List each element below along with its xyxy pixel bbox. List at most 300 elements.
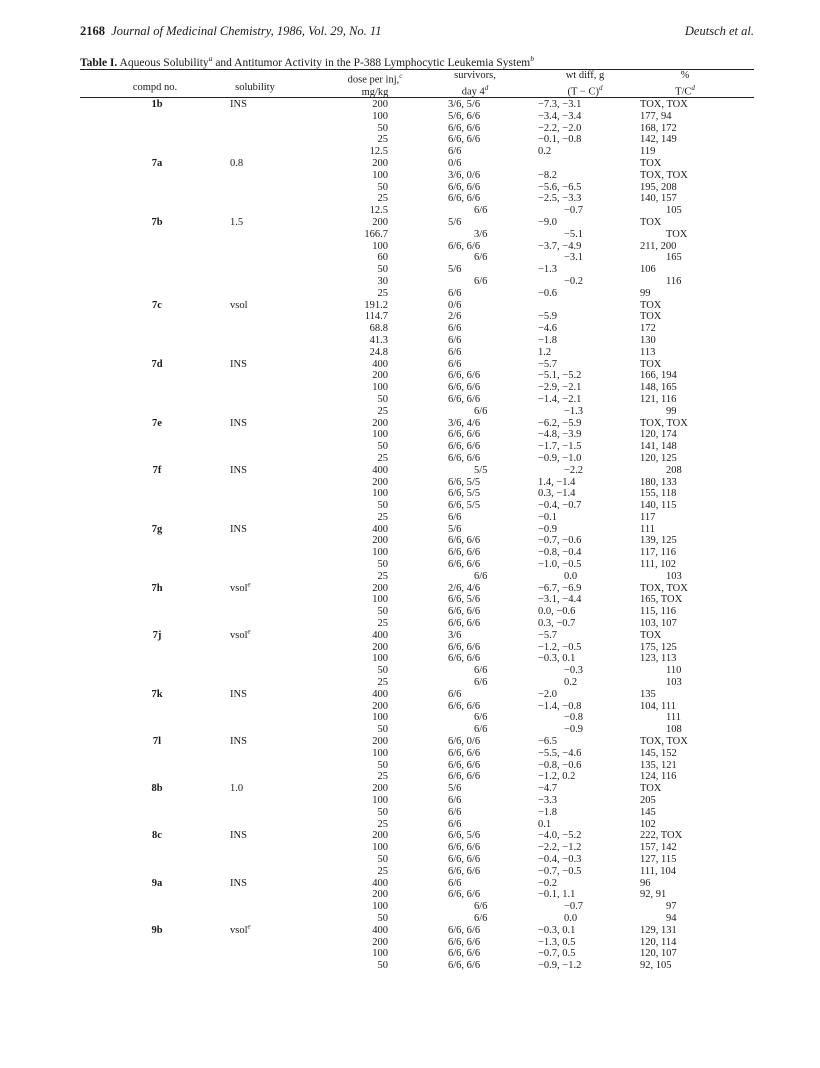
wt-diff-cell: −4.0, −5.2	[538, 830, 582, 842]
tc-cell: 111	[640, 523, 655, 535]
compound-cell: 9a	[151, 877, 163, 889]
header-tc-line1: %	[680, 70, 690, 81]
solubility-footnote: e	[247, 922, 251, 931]
tc-cell: 168, 172	[640, 122, 677, 134]
dose-cell: 200	[372, 736, 388, 748]
wt-diff-cell: −0.1, −0.8	[538, 134, 582, 146]
survivors-cell: 5/6, 6/6	[448, 110, 481, 122]
survivors-cell: 6/6, 6/6	[448, 865, 481, 877]
survivors-cell: 6/6	[474, 252, 488, 264]
survivors-cell: 6/6	[474, 677, 488, 689]
tc-cell: 205	[640, 795, 656, 807]
compound-cell: 7e	[152, 417, 162, 429]
survivors-cell: 6/6	[474, 570, 488, 582]
caption-footnote-b: b	[530, 54, 534, 63]
table-row	[80, 627, 754, 642]
dose-cell: 100	[372, 382, 388, 394]
dose-cell: 400	[372, 358, 388, 370]
wt-diff-cell: −0.9	[538, 523, 558, 535]
solubility-value: INS	[230, 99, 247, 110]
dose-cell: 200	[372, 417, 388, 429]
tc-cell: TOX, TOX	[640, 582, 688, 594]
wt-diff-cell: 1.4, −1.4	[538, 476, 576, 488]
wt-diff-cell: −2.9, −2.1	[538, 382, 582, 394]
solubility-value: INS	[230, 523, 247, 535]
wt-diff-cell: −0.4, −0.3	[538, 854, 582, 865]
tc-cell: TOX, TOX	[640, 99, 688, 110]
wt-diff-cell: −3.1, −4.4	[538, 594, 582, 606]
dose-cell: 50	[377, 122, 388, 134]
survivors-cell: 0/6	[448, 299, 462, 311]
table-row	[80, 512, 754, 524]
table-row	[80, 193, 754, 205]
solubility-value: INS	[230, 736, 247, 748]
dose-cell: 100	[372, 842, 388, 854]
wt-diff-cell: −0.3	[564, 665, 584, 677]
table-row	[80, 580, 754, 595]
tc-cell: 96	[640, 877, 651, 889]
tc-cell: TOX	[666, 228, 688, 240]
solubility-value: INS	[230, 464, 247, 476]
caption-footnote-a: a	[208, 54, 213, 63]
table-row	[80, 394, 754, 406]
table-row	[80, 571, 754, 583]
table-row	[80, 252, 754, 264]
table-row	[80, 748, 754, 760]
tc-cell: 108	[666, 724, 682, 736]
tc-cell: 92, 91	[640, 889, 667, 901]
dose-cell: 12.5	[369, 146, 388, 158]
tc-cell: 177, 94	[640, 110, 672, 122]
tc-cell: 110	[666, 665, 682, 677]
survivors-cell: 6/6, 6/6	[448, 382, 481, 394]
dose-cell: 24.8	[369, 346, 388, 358]
wt-diff-cell: −1.8	[538, 334, 558, 346]
solubility-footnote: e	[247, 580, 251, 589]
header-dose-footnote: c	[399, 72, 403, 80]
table-row	[80, 418, 754, 430]
header-tc	[640, 70, 730, 99]
table-row	[80, 913, 754, 925]
survivors-cell: 6/6, 6/6	[448, 122, 481, 134]
dose-cell: 200	[372, 216, 388, 228]
table-row	[80, 795, 754, 807]
table-row	[80, 170, 754, 182]
solubility-value: 1.5	[230, 216, 244, 228]
table-row	[80, 606, 754, 618]
survivors-cell: 6/6, 6/6	[448, 759, 481, 771]
table-row	[80, 99, 754, 111]
survivors-cell: 6/6, 6/6	[448, 393, 481, 405]
dose-cell: 25	[377, 405, 388, 417]
dose-cell: 100	[372, 948, 388, 960]
solubility-cell	[230, 736, 247, 748]
wt-diff-cell: −2.5, −3.3	[538, 193, 582, 205]
dose-cell: 50	[377, 559, 388, 571]
dose-cell: 400	[372, 523, 388, 535]
table-row	[80, 922, 754, 937]
wt-diff-cell: −0.9, −1.2	[538, 960, 582, 972]
survivors-cell: 6/6, 6/6	[448, 240, 481, 252]
wt-diff-cell: −2.2, −1.2	[538, 842, 582, 854]
tc-cell: 120, 125	[640, 452, 677, 464]
wt-diff-cell: −5.5, −4.6	[538, 747, 582, 759]
table-row	[80, 783, 754, 795]
wt-diff-cell: −4.6	[538, 323, 558, 335]
table-row	[80, 819, 754, 831]
wt-diff-cell: −3.7, −4.9	[538, 240, 582, 252]
survivors-cell: 6/6, 6/6	[448, 641, 481, 653]
wt-diff-cell: −5.1, −5.2	[538, 370, 582, 382]
caption-text-1: Aqueous Solubility	[119, 56, 209, 69]
page-number: 2168	[80, 24, 105, 38]
wt-diff-cell: −0.6	[538, 287, 558, 299]
tc-cell: 99	[666, 405, 677, 417]
header-tc-footnote: d	[691, 84, 695, 92]
solubility-cell	[230, 158, 243, 170]
tc-cell: TOX	[640, 311, 662, 323]
dose-cell: 25	[377, 287, 388, 299]
survivors-cell: 6/6, 6/6	[448, 924, 481, 936]
dose-cell: 100	[372, 429, 388, 441]
wt-diff-cell: −4.7	[538, 783, 558, 795]
wt-diff-cell: −0.9, −1.0	[538, 452, 582, 464]
table-row	[80, 134, 754, 146]
tc-cell: 116	[666, 275, 682, 287]
dose-cell: 30	[377, 275, 388, 287]
survivors-cell: 6/6	[474, 912, 488, 924]
table-row	[80, 724, 754, 736]
compound-cell: 7a	[151, 157, 163, 169]
survivors-cell: 6/6	[474, 205, 488, 217]
wt-diff-cell: −7.3, −3.1	[538, 99, 582, 110]
wt-diff-cell: −8.2	[538, 169, 558, 181]
table-row	[80, 736, 754, 748]
dose-cell: 25	[377, 677, 388, 689]
solubility-value: vsol	[230, 299, 248, 311]
table-row	[80, 488, 754, 500]
dose-cell: 100	[372, 594, 388, 606]
wt-diff-cell: −0.8	[564, 712, 584, 724]
solubility-value: vsol	[230, 924, 248, 936]
tc-cell: 141, 148	[640, 441, 677, 453]
dose-cell: 50	[377, 912, 388, 924]
dose-cell: 100	[372, 110, 388, 122]
dose-cell: 50	[377, 264, 388, 276]
tc-cell: 127, 115	[640, 854, 677, 865]
dose-cell: 100	[372, 653, 388, 665]
wt-diff-cell: −1.0, −0.5	[538, 559, 582, 571]
survivors-cell: 6/6, 6/6	[448, 889, 481, 901]
table-row	[80, 642, 754, 654]
solubility-cell	[230, 217, 243, 229]
table-row	[80, 535, 754, 547]
dose-cell: 200	[372, 157, 388, 169]
tc-cell: TOX	[640, 783, 662, 795]
tc-cell: 97	[666, 901, 677, 913]
table-row	[80, 866, 754, 878]
compound-cell: 7g	[151, 523, 163, 535]
survivors-cell: 6/6, 6/6	[448, 854, 481, 865]
tc-cell: 135	[640, 688, 656, 700]
dose-cell: 25	[377, 193, 388, 205]
tc-cell: 117, 116	[640, 547, 676, 559]
solubility-footnote: e	[247, 627, 251, 636]
survivors-cell: 6/6, 6/6	[448, 653, 481, 665]
dose-cell: 200	[372, 535, 388, 547]
tc-cell: 111	[666, 712, 681, 724]
tc-cell: 124, 116	[640, 771, 677, 783]
table-row	[80, 712, 754, 724]
table-header-rule	[80, 97, 754, 98]
survivors-cell: 5/6	[448, 523, 462, 535]
wt-diff-cell: −3.4, −3.4	[538, 110, 582, 122]
wt-diff-cell: 0.1	[538, 818, 552, 830]
tc-cell: 148, 165	[640, 382, 677, 394]
tc-cell: TOX	[640, 358, 662, 370]
table-row	[80, 901, 754, 913]
table-row	[80, 689, 754, 701]
wt-diff-cell: −0.1, 1.1	[538, 889, 576, 901]
running-head	[80, 24, 754, 42]
tc-cell: 103	[666, 677, 682, 689]
survivors-cell: 6/6	[474, 665, 488, 677]
dose-cell: 200	[372, 830, 388, 842]
dose-cell: 50	[377, 500, 388, 512]
dose-cell: 200	[372, 783, 388, 795]
dose-cell: 200	[372, 476, 388, 488]
compound-cell: 7c	[152, 299, 162, 311]
survivors-cell: 6/6, 6/6	[448, 747, 481, 759]
dose-cell: 200	[372, 936, 388, 948]
survivors-cell: 6/6, 6/6	[448, 559, 481, 571]
header-wt-footnote: d	[598, 84, 603, 92]
wt-diff-cell: −5.9	[538, 311, 558, 323]
tc-cell: 94	[666, 912, 677, 924]
survivors-cell: 3/6	[448, 629, 462, 641]
wt-diff-cell: −0.4, −0.7	[538, 500, 582, 512]
survivors-cell: 6/6, 6/6	[448, 134, 481, 146]
dose-cell: 400	[372, 629, 388, 641]
tc-cell: 129, 131	[640, 924, 677, 936]
survivors-cell: 6/6, 6/6	[448, 771, 481, 783]
survivors-cell: 6/6, 6/6	[448, 452, 481, 464]
table-row	[80, 594, 754, 606]
table-row	[80, 311, 754, 323]
dose-cell: 50	[377, 181, 388, 193]
solubility-value: INS	[230, 830, 247, 842]
dose-cell: 25	[377, 452, 388, 464]
header-dose-line1: dose per inj,	[347, 74, 400, 86]
dose-cell: 400	[372, 464, 388, 476]
survivors-cell: 5/6	[448, 264, 462, 276]
table-row	[80, 807, 754, 819]
dose-cell: 50	[377, 960, 388, 972]
table-row	[80, 347, 754, 359]
dose-cell: 200	[372, 99, 388, 110]
dose-cell: 400	[372, 924, 388, 936]
tc-cell: TOX, TOX	[640, 169, 688, 181]
tc-cell: 155, 118	[640, 488, 677, 500]
wt-diff-cell: −0.1	[538, 511, 558, 523]
table-row	[80, 618, 754, 630]
solubility-cell	[230, 627, 251, 642]
tc-cell: 120, 174	[640, 429, 677, 441]
header-survivors-footnote: d	[484, 84, 489, 92]
tc-cell: 113	[640, 346, 656, 358]
table-row	[80, 264, 754, 276]
dose-cell: 100	[372, 240, 388, 252]
dose-cell: 200	[372, 641, 388, 653]
survivors-cell: 6/6, 5/5	[448, 500, 481, 512]
solubility-value: 1.0	[230, 783, 244, 795]
wt-diff-cell: −1.8	[538, 806, 558, 818]
table-row	[80, 288, 754, 300]
wt-diff-cell: −1.4, −2.1	[538, 393, 582, 405]
table-row	[80, 441, 754, 453]
header-dose-line2: mg/kg	[361, 86, 389, 98]
wt-diff-cell: 0.3, −1.4	[538, 488, 576, 500]
tc-cell: TOX	[640, 157, 662, 169]
tc-cell: 208	[666, 464, 682, 476]
wt-diff-cell: −6.2, −5.9	[538, 417, 582, 429]
survivors-cell: 6/6	[448, 877, 462, 889]
table-row	[80, 323, 754, 335]
wt-diff-cell: −1.7, −1.5	[538, 441, 582, 453]
table-row	[80, 559, 754, 571]
table-row	[80, 370, 754, 382]
survivors-cell: 6/6	[448, 806, 462, 818]
tc-cell: 130	[640, 334, 656, 346]
survivors-cell: 6/6, 6/6	[448, 618, 481, 630]
wt-diff-cell: −1.3	[538, 264, 558, 276]
table-row	[80, 878, 754, 890]
dose-cell: 50	[377, 665, 388, 677]
solubility-cell	[230, 465, 247, 477]
wt-diff-cell: −2.2	[564, 464, 584, 476]
table-row	[80, 653, 754, 665]
table-row	[80, 158, 754, 170]
survivors-cell: 6/6, 6/6	[448, 370, 481, 382]
dose-cell: 100	[372, 547, 388, 559]
table-row	[80, 182, 754, 194]
wt-diff-cell: −0.3, 0.1	[538, 924, 576, 936]
wt-diff-cell: −0.9	[564, 724, 584, 736]
wt-diff-cell: −2.0	[538, 688, 558, 700]
header-tc-line2: T/C	[675, 86, 692, 98]
solubility-value: INS	[230, 417, 247, 429]
dose-cell: 25	[377, 865, 388, 877]
tc-cell: TOX, TOX	[640, 736, 688, 748]
header-survivors-line2: day 4	[461, 86, 485, 98]
table-row	[80, 960, 754, 972]
tc-cell: 102	[640, 818, 656, 830]
dose-cell: 50	[377, 806, 388, 818]
dose-cell: 50	[377, 441, 388, 453]
tc-cell: 165, TOX	[640, 594, 683, 606]
table-row	[80, 111, 754, 123]
tc-cell: 115, 116	[640, 606, 676, 618]
wt-diff-cell: −0.7, 0.5	[538, 948, 576, 960]
survivors-cell: 2/6	[448, 311, 462, 323]
tc-cell: 180, 133	[640, 476, 677, 488]
survivors-cell: 6/6	[474, 275, 488, 287]
header-wt-diff	[530, 70, 640, 99]
survivors-cell: 6/6, 6/6	[448, 960, 481, 972]
tc-cell: 104, 111	[640, 700, 676, 712]
wt-diff-cell: −1.4, −0.8	[538, 700, 582, 712]
compound-cell: 8b	[151, 783, 163, 795]
solubility-cell	[230, 418, 247, 430]
solubility-value: vsol	[230, 629, 248, 641]
survivors-cell: 6/6, 5/6	[448, 830, 481, 842]
table-row	[80, 842, 754, 854]
tc-cell: 111, 102	[640, 559, 676, 571]
tc-cell: 139, 125	[640, 535, 677, 547]
survivors-cell: 6/6	[448, 358, 462, 370]
dose-cell: 25	[377, 511, 388, 523]
caption-text-2: and Antitumor Activity in the P-388 Lymphocytic Leukemia System	[212, 56, 531, 69]
solubility-value: vsol	[230, 582, 248, 594]
wt-diff-cell: −0.7	[564, 901, 584, 913]
tc-cell: 103, 107	[640, 618, 677, 630]
wt-diff-cell: −9.0	[538, 216, 558, 228]
dose-cell: 100	[372, 795, 388, 807]
survivors-cell: 6/6	[474, 405, 488, 417]
dose-cell: 100	[372, 169, 388, 181]
wt-diff-cell: −0.8, −0.4	[538, 547, 582, 559]
solubility-value: 0.8	[230, 157, 244, 169]
dose-cell: 68.8	[369, 323, 388, 335]
solubility-cell	[230, 922, 251, 937]
dose-cell: 100	[372, 488, 388, 500]
tc-cell: 145, 152	[640, 747, 677, 759]
tc-cell: 166, 194	[640, 370, 677, 382]
compound-cell: 7b	[151, 216, 163, 228]
table-row	[80, 241, 754, 253]
tc-cell: 120, 114	[640, 936, 677, 948]
table-row	[80, 217, 754, 229]
tc-cell: 119	[640, 146, 656, 158]
survivors-cell: 6/6	[448, 323, 462, 335]
table-header	[80, 70, 754, 96]
solubility-value: INS	[230, 688, 247, 700]
survivors-cell: 6/6	[448, 346, 462, 358]
tc-cell: 92, 105	[640, 960, 672, 972]
dose-cell: 200	[372, 889, 388, 901]
wt-diff-cell: −0.2	[564, 275, 584, 287]
journal-citation: Journal of Medicinal Chemistry, 1986, Vol. 29, No. 11	[111, 24, 382, 38]
wt-diff-cell: 0.3, −0.7	[538, 618, 576, 630]
solubility-cell	[230, 580, 251, 595]
survivors-cell: 6/6, 6/6	[448, 948, 481, 960]
running-head-left	[80, 24, 382, 39]
wt-diff-cell: −1.3	[564, 405, 584, 417]
table-row	[80, 547, 754, 559]
compound-cell: 7j	[152, 629, 162, 641]
tc-cell: 195, 208	[640, 181, 677, 193]
wt-diff-cell: −5.7	[538, 629, 558, 641]
wt-diff-cell: 0.0	[564, 570, 578, 582]
tc-cell: 140, 157	[640, 193, 677, 205]
dose-cell: 25	[377, 618, 388, 630]
survivors-cell: 3/6, 5/6	[448, 99, 481, 110]
dose-cell: 60	[377, 252, 388, 264]
dose-cell: 25	[377, 134, 388, 146]
wt-diff-cell: −4.8, −3.9	[538, 429, 582, 441]
compound-cell: 7f	[152, 464, 162, 476]
tc-cell: 211, 200	[640, 240, 677, 252]
